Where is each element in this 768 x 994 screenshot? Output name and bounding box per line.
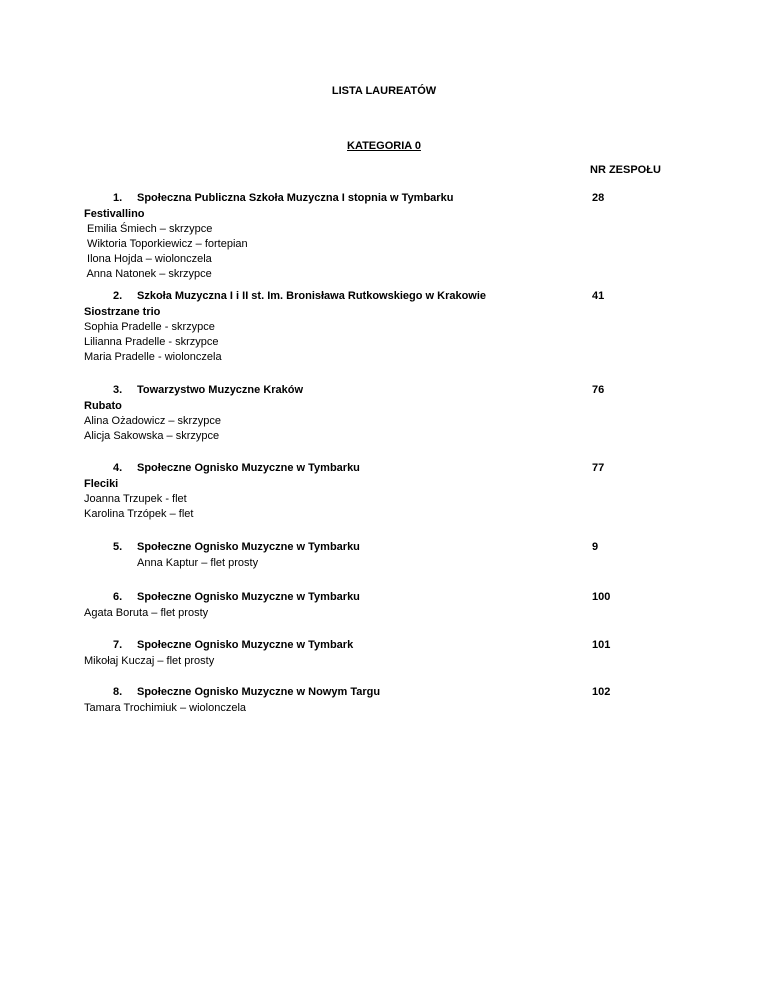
ensemble-name: Siostrzane trio [84, 306, 161, 318]
laureate-entry-2 [84, 289, 684, 365]
ensemble-name: Fleciki [84, 478, 119, 490]
member-line: Alicja Sakowska – skrzypce [84, 430, 220, 442]
ensemble-name: Rubato [84, 400, 122, 412]
member-line: Tamara Trochimiuk – wiolonczela [84, 702, 247, 714]
institution-name: Społeczne Ognisko Muzyczne w Tymbarku [137, 541, 360, 553]
entry-number: 1. [113, 192, 123, 204]
member-line: Emilia Śmiech – skrzypce [84, 223, 213, 235]
entry-number: 5. [113, 541, 123, 553]
ensemble-number: 77 [592, 462, 605, 474]
ensemble-number: 100 [592, 591, 611, 603]
institution-name: Towarzystwo Muzyczne Kraków [137, 384, 304, 396]
entry-number: 8. [113, 686, 123, 698]
entry-number: 6. [113, 591, 123, 603]
member-line: Joanna Trzupek - flet [84, 493, 187, 505]
entry-number: 7. [113, 639, 123, 651]
ensemble-number: 101 [592, 639, 611, 651]
laureate-entry-4 [84, 461, 684, 522]
institution-name: Szkoła Muzyczna I i II st. Im. Bronisława Rutkowskiego w Krakowie [137, 290, 487, 302]
document-title: LISTA LAUREATÓW [331, 85, 437, 97]
laureate-entry-7 [84, 638, 684, 669]
nr-column-header: NR ZESPOŁU [590, 164, 661, 176]
entry-number: 3. [113, 384, 123, 396]
ensemble-number: 9 [592, 541, 599, 553]
institution-name: Społeczne Ognisko Muzyczne w Nowym Targu [137, 686, 381, 698]
institution-name: Społeczne Ognisko Muzyczne w Tymbarku [137, 591, 360, 603]
laureate-entry-3 [84, 383, 684, 444]
ensemble-number: 28 [592, 192, 605, 204]
laureate-entry-6 [84, 590, 684, 621]
institution-name: Społeczne Ognisko Muzyczne w Tymbark [137, 639, 354, 651]
category-title: KATEGORIA 0 [347, 140, 421, 152]
ensemble-name: Festivallino [84, 208, 145, 220]
member-line: Lilianna Pradelle - skrzypce [84, 336, 219, 348]
laureate-entry-1 [84, 191, 684, 282]
member-line: Sophia Pradelle - skrzypce [84, 321, 215, 333]
institution-name: Społeczne Ognisko Muzyczne w Tymbarku [137, 462, 360, 474]
ensemble-number: 102 [592, 686, 611, 698]
member-line: Alina Ożadowicz – skrzypce [84, 415, 221, 427]
member-line: Anna Natonek – skrzypce [84, 268, 212, 280]
entry-number: 2. [113, 290, 123, 302]
member-line: Ilona Hojda – wiolonczela [84, 253, 212, 265]
ensemble-number: 76 [592, 384, 605, 396]
member-line: Anna Kaptur – flet prosty [137, 557, 259, 569]
ensemble-number: 41 [592, 290, 605, 302]
laureate-entry-5 [84, 540, 684, 571]
entry-number: 4. [113, 462, 123, 474]
member-line: Agata Boruta – flet prosty [84, 607, 209, 619]
member-line: Mikołaj Kuczaj – flet prosty [84, 655, 215, 667]
institution-name: Społeczna Publiczna Szkoła Muzyczna I stopnia w Tymbarku [137, 192, 454, 204]
laureate-entry-8 [84, 685, 684, 716]
member-line: Maria Pradelle - wiolonczela [84, 351, 222, 363]
member-line: Wiktoria Toporkiewicz – fortepian [84, 238, 248, 250]
member-line: Karolina Trzópek – flet [84, 508, 194, 520]
